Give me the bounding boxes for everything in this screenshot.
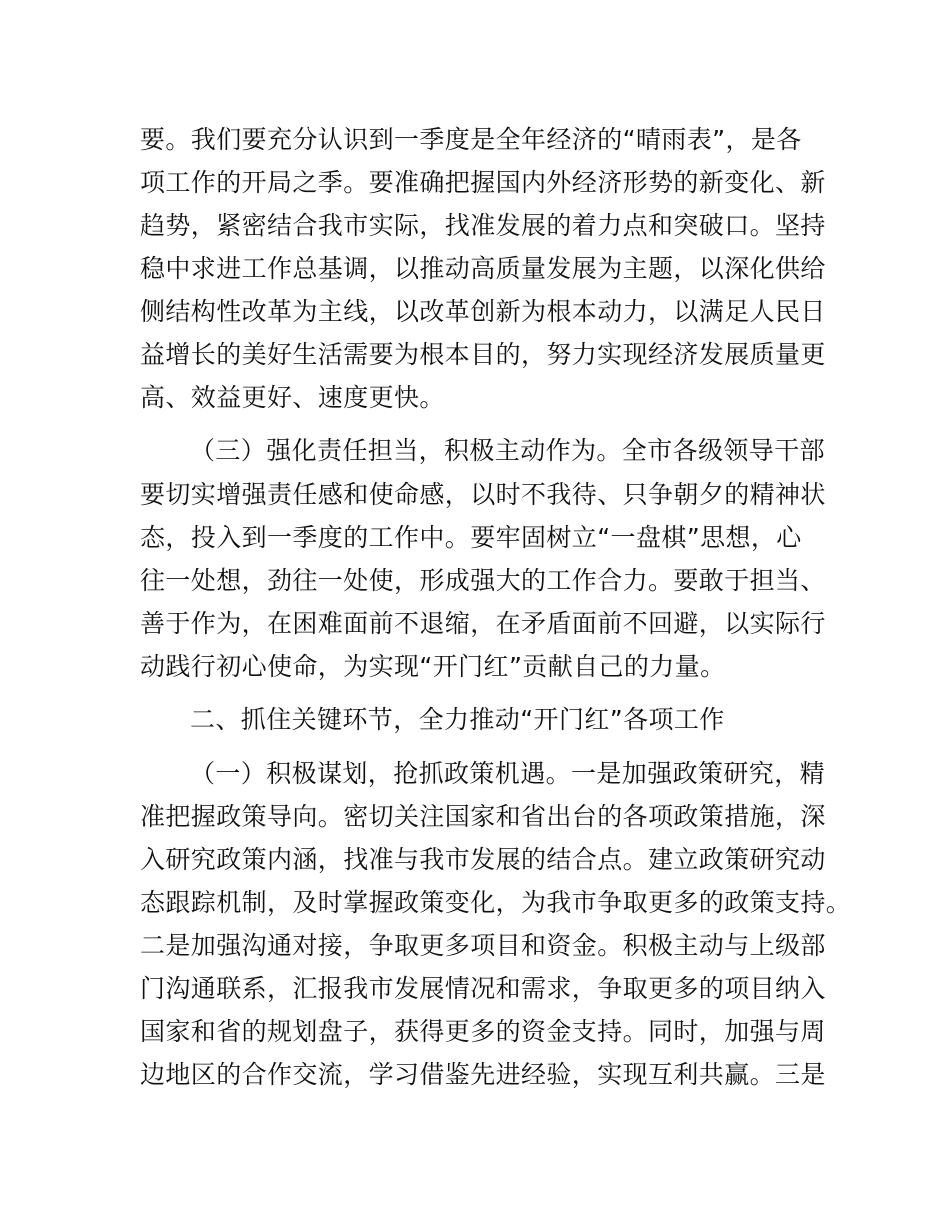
text-line: 门沟通联系，汇报我市发展情况和需求，争取更多的项目纳入 bbox=[140, 974, 826, 1003]
text-line: 边地区的合作交流，学习借鉴先进经验，实现互利共赢。三是 bbox=[140, 1060, 826, 1089]
paragraph-heading: （三）强化责任担当，积极主动作为。全市各级领导干部 bbox=[190, 436, 826, 465]
text-line: 动践行初心使命，为实现“开门红”贡献自己的力量。 bbox=[140, 652, 726, 681]
text-line: 入研究政策内涵，找准与我市发展的结合点。建立政策研究动 bbox=[140, 845, 826, 874]
text-line: 益增长的美好生活需要为根本目的，努力实现经济发展质量更 bbox=[140, 340, 826, 369]
text-line: 要。我们要充分认识到一季度是全年经济的“晴雨表”，是各 bbox=[140, 125, 802, 154]
text-line: 趋势，紧密结合我市实际，找准发展的着力点和突破口。坚持 bbox=[140, 211, 826, 240]
text-line: 要切实增强责任感和使命感，以时不我待、只争朝夕的精神状 bbox=[140, 480, 826, 509]
text-line: 高、效益更好、速度更快。 bbox=[140, 383, 445, 412]
text-line: 稳中求进工作总基调，以推动高质量发展为主题，以深化供给 bbox=[140, 254, 826, 283]
text-line: 态跟踪机制，及时掌握政策变化，为我市争取更多的政策支持。 bbox=[140, 888, 852, 917]
text-line: 国家和省的规划盘子，获得更多的资金支持。同时，加强与周 bbox=[140, 1017, 826, 1046]
text-line: 项工作的开局之季。要准确把握国内外经济形势的新变化、新 bbox=[140, 168, 826, 197]
text-line: 往一处想，劲往一处使，形成强大的工作合力。要敢于担当、 bbox=[140, 566, 826, 595]
text-line: 善于作为，在困难面前不退缩，在矛盾面前不回避，以实际行 bbox=[140, 609, 826, 638]
paragraph-heading: （一）积极谋划，抢抓政策机遇。一是加强政策研究，精 bbox=[190, 759, 826, 788]
text-line: 准把握政策导向。密切关注国家和省出台的各项政策措施，深 bbox=[140, 802, 826, 831]
text-line: 二是加强沟通对接，争取更多项目和资金。积极主动与上级部 bbox=[140, 931, 826, 960]
text-line: 侧结构性改革为主线，以改革创新为根本动力，以满足人民日 bbox=[140, 297, 826, 326]
text-line: 态，投入到一季度的工作中。要牢固树立“一盘棋”思想，心 bbox=[140, 523, 802, 552]
section-heading: 二、抓住关键环节，全力推动“开门红”各项工作 bbox=[190, 705, 725, 734]
